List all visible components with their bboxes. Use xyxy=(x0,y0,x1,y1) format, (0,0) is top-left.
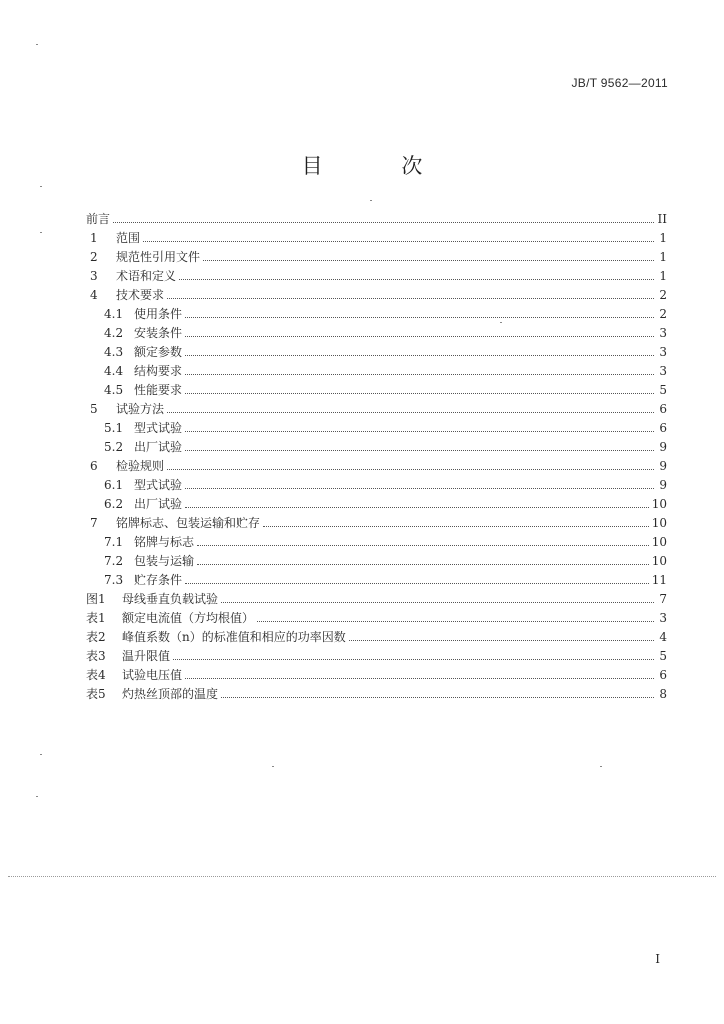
toc-dot-leader xyxy=(263,525,649,527)
toc-entry-page: 4 xyxy=(659,630,667,644)
toc-dot-leader xyxy=(185,316,654,318)
toc-entry-number: 5.1 xyxy=(104,421,124,435)
toc-dot-leader xyxy=(185,392,654,394)
toc-entry-label: 术语和定义 xyxy=(116,269,177,283)
toc-entry-page: 2 xyxy=(659,307,667,321)
toc-entry-page: 10 xyxy=(651,497,667,511)
toc-entry-number: 表3 xyxy=(86,649,106,663)
toc-entry-label: 安装条件 xyxy=(134,326,183,340)
toc-entry xyxy=(86,283,667,302)
toc-entry-label: 型式试验 xyxy=(134,421,183,435)
toc-entry-page: 5 xyxy=(659,383,667,397)
toc-entry xyxy=(86,245,667,264)
toc-entry xyxy=(86,397,667,416)
toc-dot-leader xyxy=(185,373,654,375)
toc-entry-number: 表2 xyxy=(86,630,106,644)
toc-entry-number: 4.3 xyxy=(104,345,124,359)
toc-entry-number: 5 xyxy=(90,402,98,416)
toc-entry xyxy=(86,511,667,530)
toc-entry-number: 2 xyxy=(90,250,98,264)
toc-entry-page: II xyxy=(657,212,667,226)
toc-entry-number: 图1 xyxy=(86,592,106,606)
toc-entry-number: 3 xyxy=(90,269,98,283)
toc-entry xyxy=(86,340,667,359)
toc-entry-number: 4.5 xyxy=(104,383,124,397)
toc-entry-page: 1 xyxy=(659,250,667,264)
toc-entry-page: 6 xyxy=(659,402,667,416)
toc-dot-leader xyxy=(167,411,654,413)
toc-entry xyxy=(86,568,667,587)
toc-entry-number: 5.2 xyxy=(104,440,124,454)
toc-entry-label: 贮存条件 xyxy=(134,573,183,587)
toc-entry-number: 4.1 xyxy=(104,307,124,321)
toc-dot-leader xyxy=(185,582,649,584)
toc-dot-leader xyxy=(257,620,654,622)
toc-entry-label: 试验电压值 xyxy=(122,668,183,682)
toc-entry-number: 7.3 xyxy=(104,573,124,587)
page-separator xyxy=(8,876,716,877)
toc-dot-leader xyxy=(349,639,654,641)
toc-entry-page: 3 xyxy=(659,326,667,340)
toc-dot-leader xyxy=(173,658,654,660)
page-number: I xyxy=(655,952,660,966)
toc-entry-label: 技术要求 xyxy=(116,288,165,302)
toc-entry-number: 4.4 xyxy=(104,364,124,378)
scan-speck xyxy=(600,766,602,767)
toc-entry-page: 11 xyxy=(651,573,667,587)
toc-entry-page: 10 xyxy=(651,535,667,549)
toc-entry xyxy=(86,587,667,606)
toc-entry-label: 包装与运输 xyxy=(134,554,195,568)
toc-entry-number: 6 xyxy=(90,459,98,473)
toc-entry-page: 9 xyxy=(659,478,667,492)
toc-entry-page: 10 xyxy=(651,516,667,530)
toc-entry-number: 6.1 xyxy=(104,478,124,492)
toc-entry-page: 1 xyxy=(659,231,667,245)
toc-entry-page: 7 xyxy=(659,592,667,606)
scan-speck xyxy=(40,754,42,755)
toc-dot-leader xyxy=(179,278,654,280)
toc-entry-label: 规范性引用文件 xyxy=(116,250,201,264)
toc-entry-number: 7.1 xyxy=(104,535,124,549)
toc-entry xyxy=(86,378,667,397)
toc-entry-page: 9 xyxy=(659,459,667,473)
toc-entry-page: 6 xyxy=(659,421,667,435)
toc-entry-page: 3 xyxy=(659,345,667,359)
toc-dot-leader xyxy=(185,487,654,489)
scan-speck xyxy=(272,766,274,767)
toc-dot-leader xyxy=(143,240,654,242)
toc-dot-leader xyxy=(185,354,654,356)
toc-entry xyxy=(86,549,667,568)
toc-entry xyxy=(86,530,667,549)
toc-entry-label: 母线垂直负载试验 xyxy=(122,592,219,606)
toc-dot-leader xyxy=(167,468,654,470)
toc-entry xyxy=(86,682,667,701)
toc-entry-label: 试验方法 xyxy=(116,402,165,416)
scan-speck xyxy=(370,200,372,201)
toc-entry-number: 6.2 xyxy=(104,497,124,511)
scan-speck xyxy=(40,186,42,187)
toc-dot-leader xyxy=(221,696,654,698)
toc-entry-page: 2 xyxy=(659,288,667,302)
toc-dot-leader xyxy=(113,221,654,223)
toc-entry-number: 4.2 xyxy=(104,326,124,340)
toc-dot-leader xyxy=(221,601,654,603)
toc-entry-label: 性能要求 xyxy=(134,383,183,397)
toc-dot-leader xyxy=(167,297,654,299)
toc-dot-leader xyxy=(203,259,654,261)
toc-entry xyxy=(86,435,667,454)
toc-entry-page: 1 xyxy=(659,269,667,283)
toc-entry-label: 额定参数 xyxy=(134,345,183,359)
toc-dot-leader xyxy=(185,449,654,451)
scan-speck xyxy=(40,232,42,233)
scan-speck xyxy=(36,796,38,797)
toc-entry-label: 前言 xyxy=(86,212,111,226)
toc-entry-number: 表1 xyxy=(86,611,106,625)
toc-entry-number: 4 xyxy=(90,288,98,302)
toc-entry-label: 检验规则 xyxy=(116,459,165,473)
toc-entry-page: 10 xyxy=(651,554,667,568)
toc-entry xyxy=(86,473,667,492)
toc-entry-label: 峰值系数（n）的标准值和相应的功率因数 xyxy=(122,630,346,644)
toc-entry xyxy=(86,359,667,378)
toc-dot-leader xyxy=(185,335,654,337)
scan-speck xyxy=(36,44,38,45)
toc-entry-label: 型式试验 xyxy=(134,478,183,492)
toc-entry xyxy=(86,321,667,340)
toc-entry xyxy=(86,264,667,283)
toc-entry-number: 表4 xyxy=(86,668,106,682)
toc-entry xyxy=(86,625,667,644)
toc-entry xyxy=(86,606,667,625)
toc-entry-label: 温升限值 xyxy=(122,649,171,663)
toc-dot-leader xyxy=(185,677,654,679)
toc-entry-label: 出厂试验 xyxy=(134,497,183,511)
toc-entry-page: 5 xyxy=(659,649,667,663)
toc-entry-number: 7.2 xyxy=(104,554,124,568)
toc-entry xyxy=(86,492,667,511)
toc-entry xyxy=(86,416,667,435)
toc-entry-page: 8 xyxy=(659,687,667,701)
toc-entry xyxy=(86,226,667,245)
toc-dot-leader xyxy=(185,506,649,508)
toc-entry-page: 3 xyxy=(659,364,667,378)
toc-dot-leader xyxy=(185,430,654,432)
toc-entry-label: 范围 xyxy=(116,231,141,245)
toc-entry-number: 表5 xyxy=(86,687,106,701)
page-title: 目 次 xyxy=(301,154,459,178)
toc-entry-page: 3 xyxy=(659,611,667,625)
toc-entry xyxy=(86,644,667,663)
toc-entry-label: 额定电流值（方均根值） xyxy=(122,611,255,625)
toc-entry xyxy=(86,302,667,321)
toc-entry-number: 1 xyxy=(90,231,98,245)
toc-entry xyxy=(86,454,667,473)
toc-entry-number: 7 xyxy=(90,516,98,530)
toc-dot-leader xyxy=(197,544,649,546)
toc-entry-page: 9 xyxy=(659,440,667,454)
scan-speck xyxy=(500,322,502,323)
toc-entry-label: 结构要求 xyxy=(134,364,183,378)
toc-entry-label: 出厂试验 xyxy=(134,440,183,454)
standard-number: JB/T 9562—2011 xyxy=(571,76,668,90)
toc-entry xyxy=(86,207,667,226)
table-of-contents xyxy=(86,207,667,701)
toc-entry xyxy=(86,663,667,682)
toc-dot-leader xyxy=(197,563,649,565)
toc-entry-label: 使用条件 xyxy=(134,307,183,321)
toc-entry-page: 6 xyxy=(659,668,667,682)
toc-entry-label: 铭牌标志、包装运输和贮存 xyxy=(116,516,261,530)
toc-entry-label: 铭牌与标志 xyxy=(134,535,195,549)
toc-entry-label: 灼热丝顶部的温度 xyxy=(122,687,219,701)
